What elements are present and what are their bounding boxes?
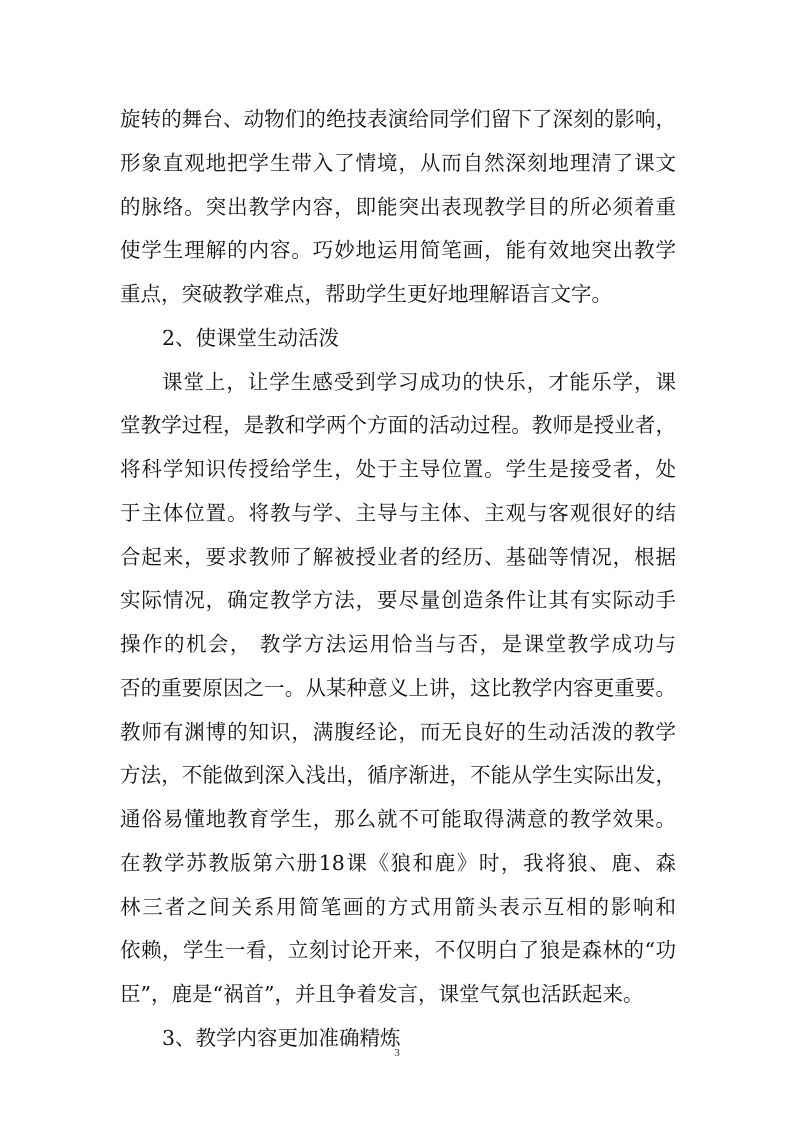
- paragraph-line: 臣”，鹿是“祸首”，并且争着发言，课堂气氛也活跃起来。: [120, 982, 644, 1006]
- paragraph-line: 在教学苏教版第六册18课《狼和鹿》时，我将狼、鹿、森: [120, 851, 676, 875]
- paragraph-line: 教师有渊博的知识，满腹经论，而无良好的生动活泼的教学: [120, 720, 676, 744]
- paragraph-line: 课堂上，让学生感受到学习成功的快乐，才能乐学，课: [162, 370, 676, 394]
- paragraph-line: 操作的机会， 教学方法运用恰当与否，是课堂教学成功与: [120, 632, 676, 656]
- paragraph-line: 于主体位置。将教与学、主导与主体、主观与客观很好的结: [120, 501, 676, 525]
- paragraph-line: 通俗易懂地教育学生，那么就不可能取得满意的教学效果。: [120, 807, 676, 831]
- paragraph-line: 形象直观地把学生带入了情境，从而自然深刻地理清了课文: [120, 151, 676, 175]
- paragraph-line: 堂教学过程，是教和学两个方面的活动过程。教师是授业者，: [120, 413, 676, 437]
- paragraph-line: 将科学知识传授给学生，处于主导位置。学生是接受者，处: [120, 457, 676, 481]
- paragraph-line: 依赖，学生一看，立刻讨论开来，不仅明白了狼是森林的“功: [120, 938, 676, 962]
- paragraph-line: 使学生理解的内容。巧妙地运用简笔画，能有效地突出教学: [120, 238, 676, 262]
- page-number: 3: [394, 1047, 400, 1059]
- section-heading: 2、使课堂生动活泼: [162, 326, 340, 350]
- paragraph-line: 旋转的舞台、动物们的绝技表演给同学们留下了深刻的影响，: [120, 107, 676, 131]
- paragraph-line: 重点，突破教学难点，帮助学生更好地理解语言文字。: [120, 282, 612, 306]
- paragraph-line: 的脉络。突出教学内容，即能突出表现教学目的所必须着重: [120, 195, 676, 219]
- paragraph-line: 合起来，要求教师了解被授业者的经历、基础等情况，根据: [120, 545, 676, 569]
- paragraph-line: 方法，不能做到深入浅出，循序渐进，不能从学生实际出发，: [120, 763, 676, 787]
- paragraph-line: 否的重要原因之一。从某种意义上讲，这比教学内容更重要。: [120, 676, 676, 700]
- paragraph-line: 林三者之间关系用简笔画的方式用箭头表示互相的影响和: [120, 895, 676, 919]
- section-heading: 3、教学内容更加准确精炼: [162, 1026, 401, 1050]
- paragraph-line: 实际情况，确定教学方法，要尽量创造条件让其有实际动手: [120, 588, 676, 612]
